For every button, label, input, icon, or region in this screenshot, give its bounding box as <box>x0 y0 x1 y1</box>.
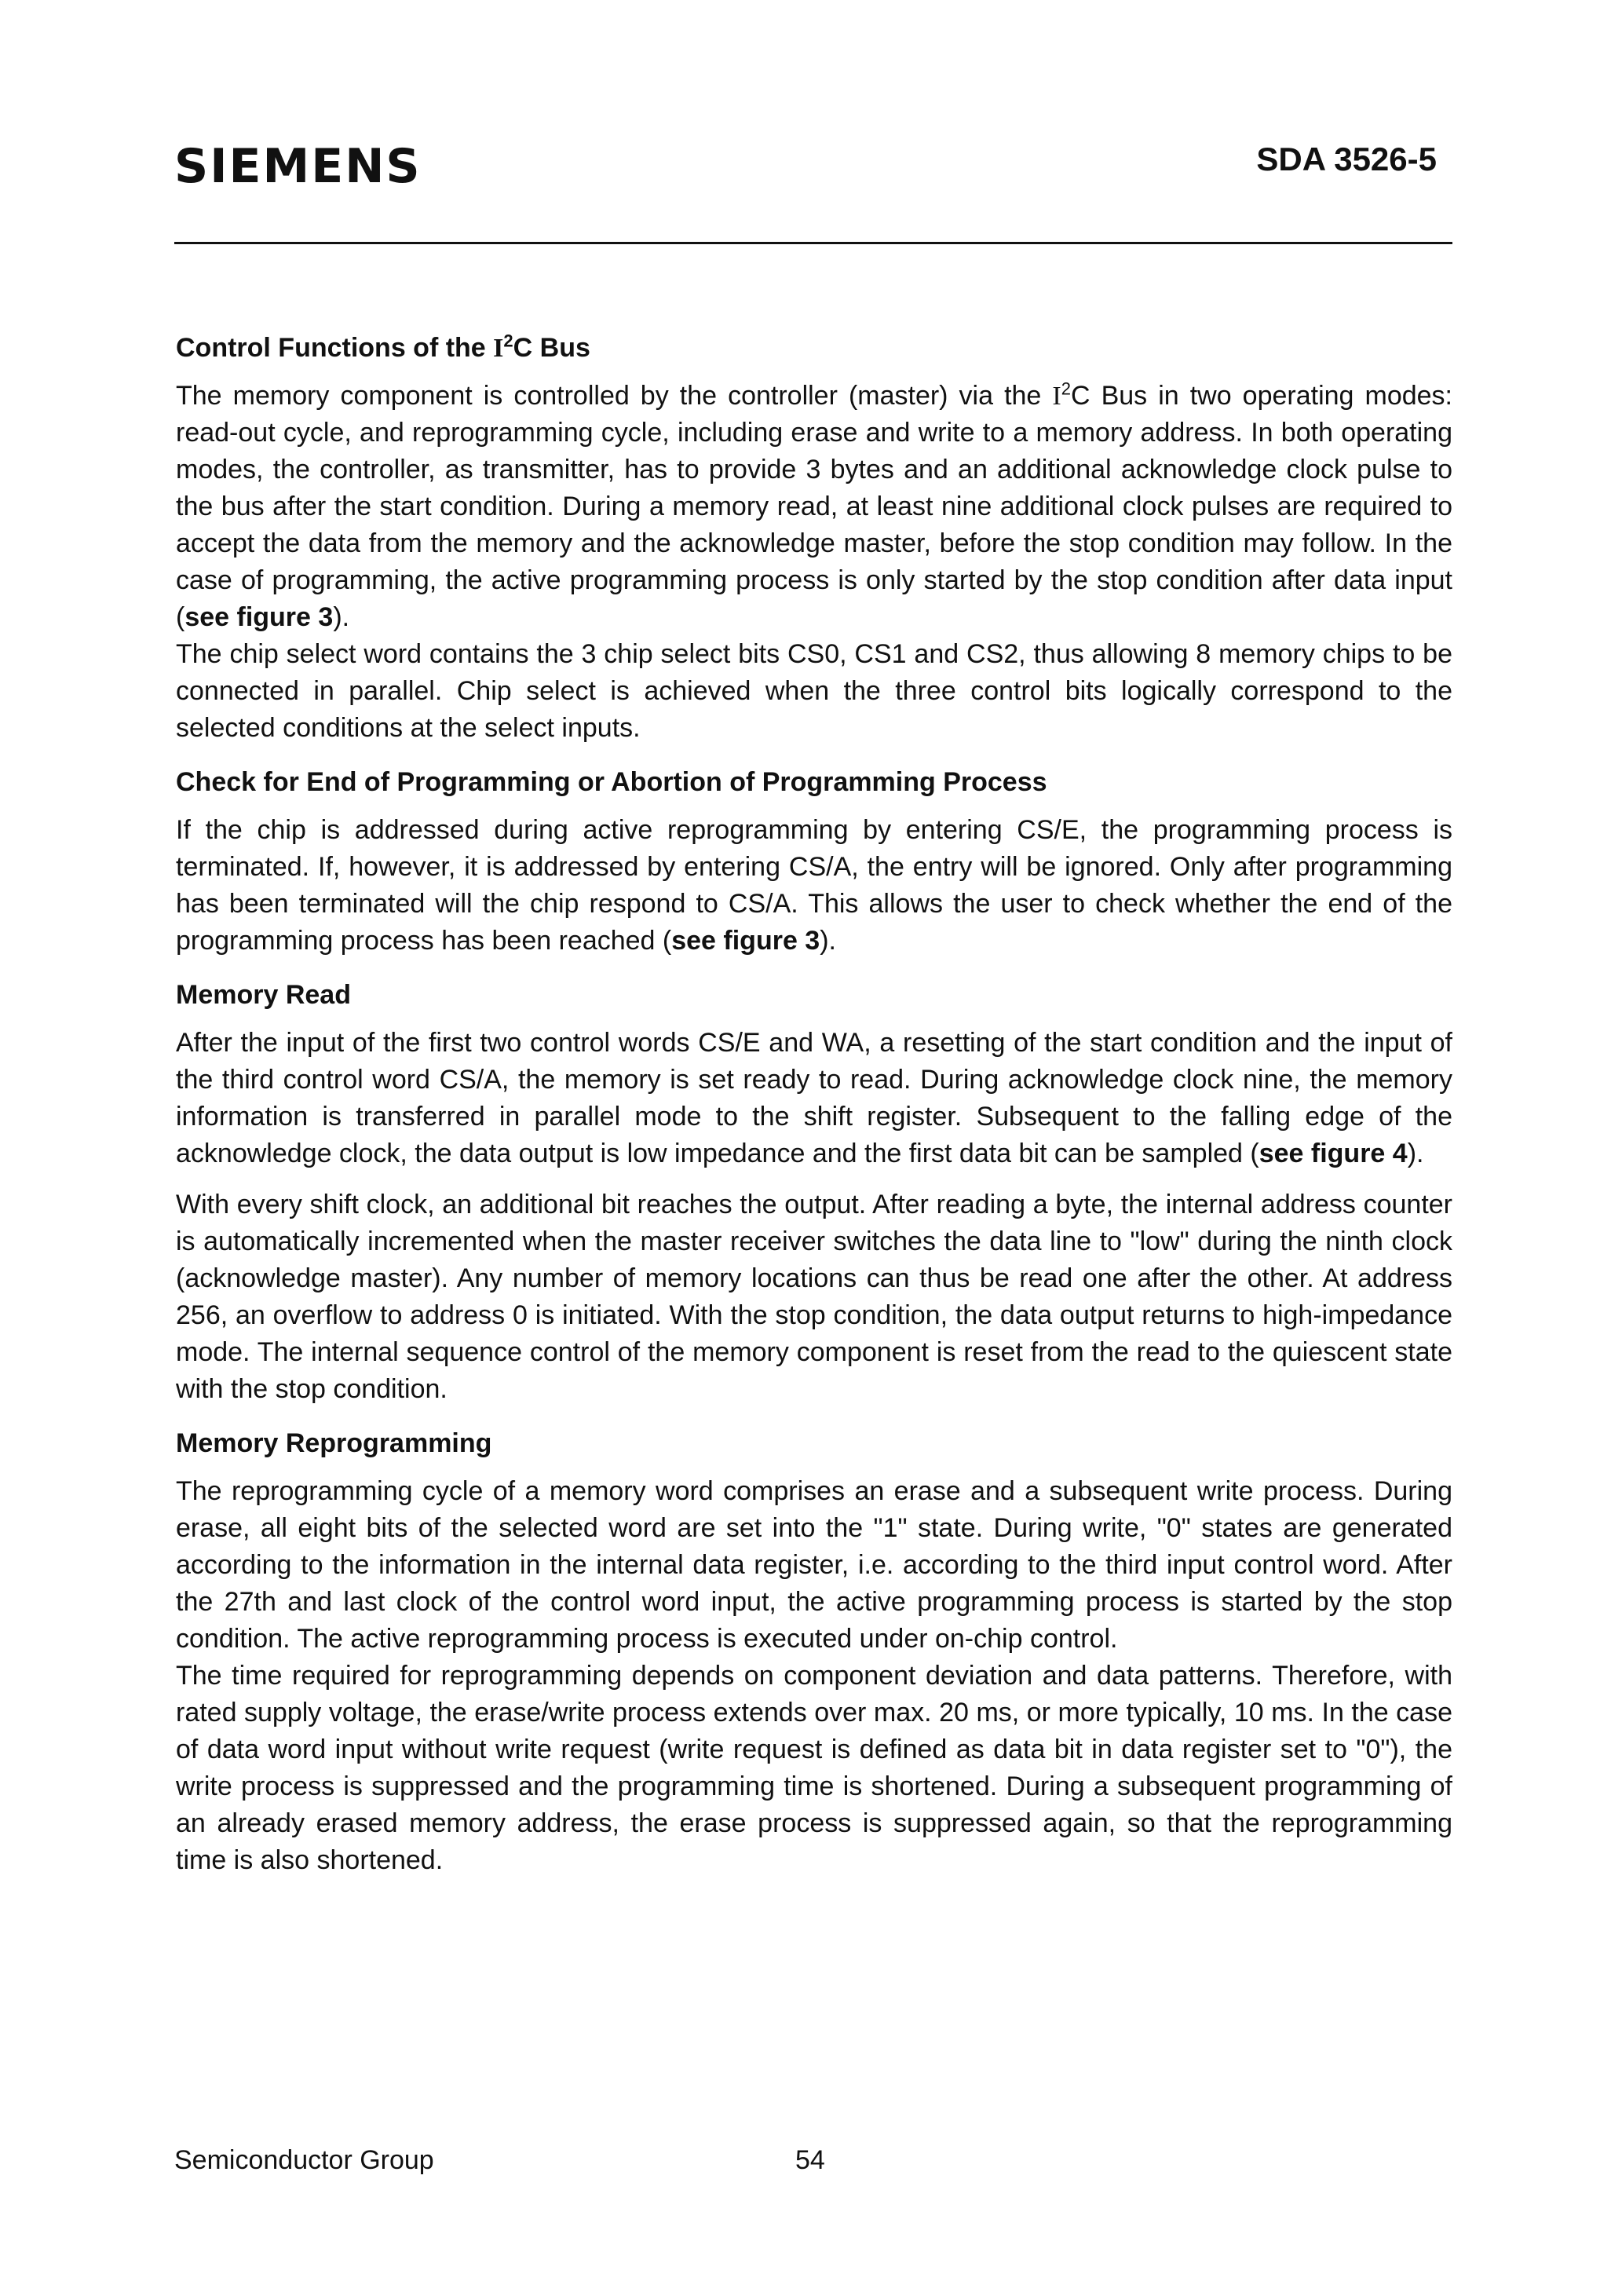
section-heading: Memory Reprogramming <box>176 1428 492 1458</box>
footer-publisher: Semiconductor Group <box>174 2145 434 2175</box>
siemens-logo: SIEMENS <box>174 139 422 194</box>
paragraph: The time required for reprogramming depends on component deviation and data patterns. Therefore, with rated supply voltage, the erase/write process extends over max. 20 ms, or more typically, 10 ms. In the case of data word input without write request (write request is defined as data bit in data register set to "0"), the write process is suppressed and the programming time is shortened. During a subsequent programming of an already erased memory address, the erase process is suppressed again, so that the reprogramming time is also shortened. <box>176 1661 1452 1875</box>
paragraph: With every shift clock, an additional bit reaches the output. After reading a byte, the internal address counter is automatically incremented when the master receiver switches the data line to "low" during the ninth clock (acknowledge master). Any number of memory locations can thus be read one after the other. At address 256, an overflow to address 0 is initiated. With the stop condition, the data output returns to high-impedance mode. The internal sequence control of the memory component is reset from the read to the quiescent state with the stop condition. <box>176 1190 1452 1404</box>
section-end-of-programming <box>176 764 1452 960</box>
page-number: 54 <box>795 2145 825 2175</box>
page-content <box>176 330 1452 1896</box>
figure-reference: see figure 3 <box>184 602 334 632</box>
paragraph: The reprogramming cycle of a memory word comprises an erase and a subsequent write process. During erase, all eight bits of the selected word are set into the "1" state. During write, "0" states are generated according to the information in the internal data register, i.e. according to the third input control word. After the 27th and last clock of the control word input, the active programming process is started by the stop condition. The active reprogramming process is executed under on-chip control. <box>176 1476 1452 1654</box>
header-rule <box>174 242 1452 244</box>
section-memory-read <box>176 977 1452 1408</box>
section-heading: Memory Read <box>176 980 351 1010</box>
section-control-functions <box>176 330 1452 747</box>
figure-reference: see figure 3 <box>671 926 820 956</box>
paragraph: If the chip is addressed during active reprogramming by entering CS/E, the programming process is terminated. If, however, it is addressed by entering CS/A, the entry will be ignored. Only after programming has been terminated will the chip respond to CS/A. This allows the user to check whether the end of the programming process has been reached (see figure 3). <box>176 815 1452 956</box>
section-heading: Check for End of Programming or Abortion of Programming Process <box>176 767 1047 797</box>
paragraph: The memory component is controlled by the controller (master) via the $I^2C$ Bus in two operating modes: read-out cycle, and reprogramming cycle, including erase and write to a memory address. In both operating modes, the controller, as transmitter, has to provide 3 bytes and an additional acknowledge clock pulse to the bus after the start condition. During a memory read, at least nine additional clock pulses are required to accept the data from the memory and the acknowledge master, before the stop condition may follow. In the case of programming, the active programming process is only started by the stop condition after data input (see figure 3). <box>176 378 1452 632</box>
section-heading: Control Functions of the $I^2C$ Bus <box>176 331 590 363</box>
document-id: SDA 3526-5 <box>1256 141 1437 177</box>
paragraph: After the input of the first two control words CS/E and WA, a resetting of the start condition and the input of the third control word CS/A, the memory is set ready to read. During acknowledge clock nine, the memory information is transferred in parallel mode to the shift register. Subsequent to the falling edge of the acknowledge clock, the data output is low impedance and the first data bit can be sampled (see figure 4). <box>176 1028 1452 1168</box>
section-memory-reprogramming <box>176 1425 1452 1879</box>
paragraph: The chip select word contains the 3 chip select bits CS0, CS1 and CS2, thus allowing 8 memory chips to be connected in parallel. Chip select is achieved when the three control bits logically correspond to the selected conditions at the select inputs. <box>176 639 1452 743</box>
figure-reference: see figure 4 <box>1259 1139 1408 1168</box>
